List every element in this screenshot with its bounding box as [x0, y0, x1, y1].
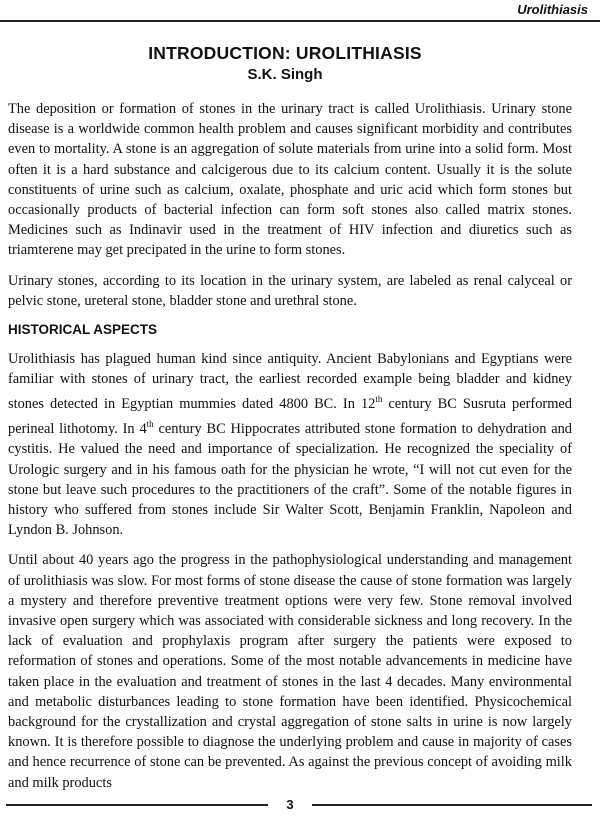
ordinal-suffix: th: [375, 394, 383, 405]
historical-paragraph-2: Until about 40 years ago the progress in the pathophysiological understanding and management of urolithiasis was slow. For most forms of stone disease the cause of stone formation was largely a mystery and therefore preventive treatment options were very few. Stone removal involved invasive open surgery which was associated with considerable sickness and long recovery. In the lack of evaluation and prophylaxis program after surgery the patients were exposed to reformation of stones and operations. Some of the most notable advancements in medicine have taken place in the evaluation and treatment of stones in the last 4 decades. Many environmental and metabolic disturbances leading to stone formation have been identified. Physicochemical background for the crystallization and crystal aggregation of stone salts in urine is now largely known. It is therefore possible to diagnose the underlying problem and cause in majority of cases and hence recurrence of stone can be prevented. As against the previous concept of avoiding milk and milk products: [8, 552, 572, 791]
historical-text-c: century BC Hippocrates attributed stone formation to dehydration and cystitis. He valued the need and importance of specialization. He recognized the speciality of Urologic surgery and in his famous oath for the physician he wrote, “I will not cut even for the stone but leave such procedures to the practitioners of the craft”. Some of the notable figures in history who suffered from stones include Sir Walter Scott, Benjamin Franklin, Napoleon and Lyndon B. Johnson.: [8, 421, 573, 539]
historical-text-b: century BC Susruta performed perineal lithotomy. In 4: [8, 396, 572, 438]
ordinal-suffix: th: [146, 419, 154, 430]
author-name: S.K. Singh: [247, 66, 323, 83]
chapter-title: INTRODUCTION: UROLITHIASIS: [148, 43, 422, 63]
intro-paragraph-2: Urinary stones, according to its location in the urinary system, are labeled as renal calyceal or pelvic stone, ureteral stone, bladder stone and urethral stone.: [8, 272, 572, 309]
running-head: Urolithiasis: [517, 2, 588, 17]
footer-rule-right: [312, 804, 592, 806]
footer-rule-left: [6, 804, 268, 806]
historical-text-a: Urolithiasis has plagued human kind since antiquity. Ancient Babylonians and Egyptians were familiar with stones of urinary tract, the earliest recorded example being bladder and kidney stones detected in Egyptian mummies dated 4800 BC. In 12: [8, 351, 572, 413]
intro-paragraph-1: The deposition or formation of stones in the urinary tract is called Urolithiasis. Urinary stone disease is a worldwide common health problem and causes significant morbidity and contributes even to mortality. A stone is an aggregation of solute materials from urine into a solid form. Most often it is a hard substance and calcigerous due to its calcium content. Usually it is the solute constituents of urine such as calcium, oxalate, phosphate and uric acid which form stones but occasionally products of bacterial infection can form soft stones also called matrix stones. Medicines such as Indinavir used in the treatment of HIV infection and diuretics such as triamterene may get precipated in the urine to form stones.: [8, 101, 572, 259]
page-number: 3: [286, 797, 294, 812]
historical-paragraph-1: [8, 349, 572, 540]
header-rule: [0, 20, 600, 22]
body-text: [8, 99, 572, 803]
section-heading: HISTORICAL ASPECTS: [8, 322, 158, 338]
